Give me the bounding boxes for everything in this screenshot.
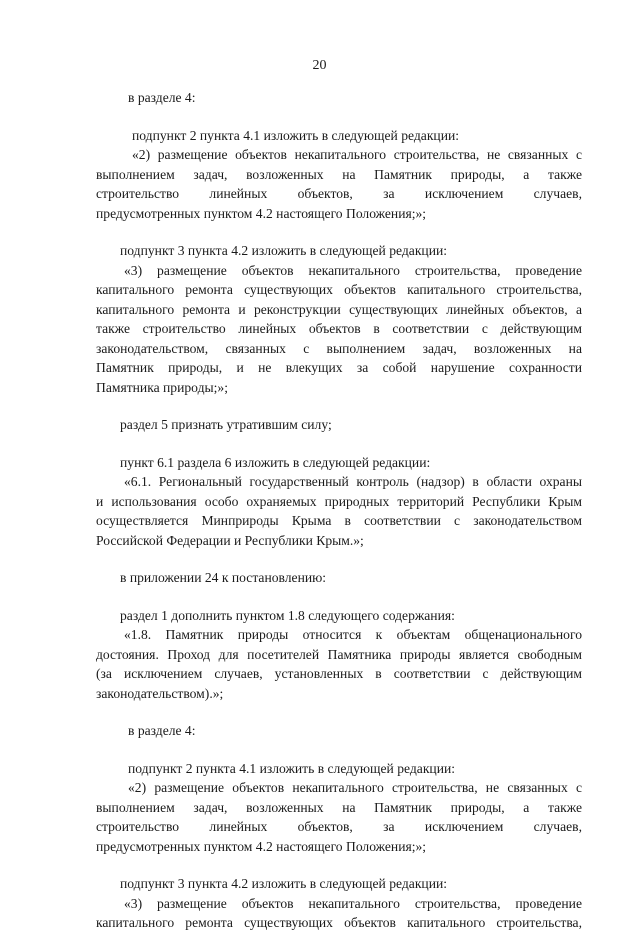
paragraph-quote xyxy=(96,472,582,550)
text-line: строительство линейных объектов, за исключением случаев, xyxy=(96,819,582,834)
paragraph-quote xyxy=(96,778,582,856)
paragraph-instruction: пункт 6.1 раздела 6 изложить в следующей редакции: xyxy=(120,454,431,470)
paragraph-instruction: подпункт 3 пункта 4.2 изложить в следующей редакции: xyxy=(120,876,448,891)
text-line: предусмотренных пунктом 4.2 настоящего Положения;»; xyxy=(96,205,427,221)
text-line: предусмотренных пунктом 4.2 настоящего Положения;»; xyxy=(96,838,427,854)
text-line: и использования особо охраняемых природных территорий Республики Крым xyxy=(96,493,582,509)
text-line: законодательством, связанных с выполнением задач, возложенных на xyxy=(96,340,582,356)
text-line: Памятник природы, и не влекущих за собой нарушение сохранности xyxy=(96,360,582,375)
text-line: «3) размещение объектов некапитального строительства, проведение xyxy=(124,895,582,911)
text-line: строительство линейных объектов, за исключением случаев, xyxy=(96,186,582,201)
text-line: капитального ремонта существующих объектов капитального строительства, xyxy=(96,282,582,297)
text-line: «6.1. Региональный государственный контроль (надзор) в области охраны xyxy=(124,474,582,489)
paragraph-quote xyxy=(96,894,582,933)
text-line: «2) размещение объектов некапитального строительства, не связанных с xyxy=(132,147,582,162)
text-line: капитального ремонта и реконструкции существующих линейных объектов, а xyxy=(96,301,582,317)
paragraph-instruction: раздел 1 дополнить пунктом 1.8 следующего содержания: xyxy=(120,607,455,623)
text-line: выполнением задач, возложенных на Памятник природы, а также xyxy=(96,799,582,815)
text-line: осуществляется Минприроды Крыма в соответствии с законодательством xyxy=(96,513,582,528)
page-number: 20 xyxy=(312,58,327,73)
paragraph-instruction: подпункт 2 пункта 4.1 изложить в следующей редакции: xyxy=(128,760,456,776)
paragraph-quote xyxy=(96,625,582,703)
text-line: капитального ремонта существующих объектов капитального строительства, xyxy=(96,915,582,930)
text-line: (за исключением случаев, установленных в соответствии с действующим xyxy=(96,666,582,681)
text-line: Памятника природы;»; xyxy=(96,379,228,395)
paragraph-instruction: подпункт 2 пункта 4.1 изложить в следующей редакции: xyxy=(132,127,460,143)
paragraph-quote xyxy=(96,145,582,223)
text-line: законодательством).»; xyxy=(96,685,224,701)
paragraph-instruction: подпункт 3 пункта 4.2 изложить в следующей редакции: xyxy=(120,243,448,258)
text-line: также строительство линейных объектов в соответствии с действующим xyxy=(96,321,582,336)
paragraph-section-4-heading: в разделе 4: xyxy=(128,723,196,738)
text-line: «2) размещение объектов некапитального строительства, не связанных с xyxy=(128,780,582,795)
text-line: выполнением задач, возложенных на Памятник природы, а также xyxy=(96,166,582,182)
paragraph-instruction: раздел 5 признать утратившим силу; xyxy=(120,417,332,432)
paragraph-section-4-heading: в разделе 4: xyxy=(128,90,196,105)
text-line: Российской Федерации и Республики Крым.»; xyxy=(96,532,364,548)
document-body xyxy=(96,88,582,933)
paragraph-quote xyxy=(96,261,582,398)
text-line: «3) размещение объектов некапитального строительства, проведение xyxy=(124,262,582,278)
text-line: «1.8. Памятник природы относится к объектам общенационального xyxy=(124,627,582,642)
text-line: достояния. Проход для посетителей Памятника природы является свободным xyxy=(96,646,582,662)
paragraph-instruction: в приложении 24 к постановлению: xyxy=(120,570,327,585)
